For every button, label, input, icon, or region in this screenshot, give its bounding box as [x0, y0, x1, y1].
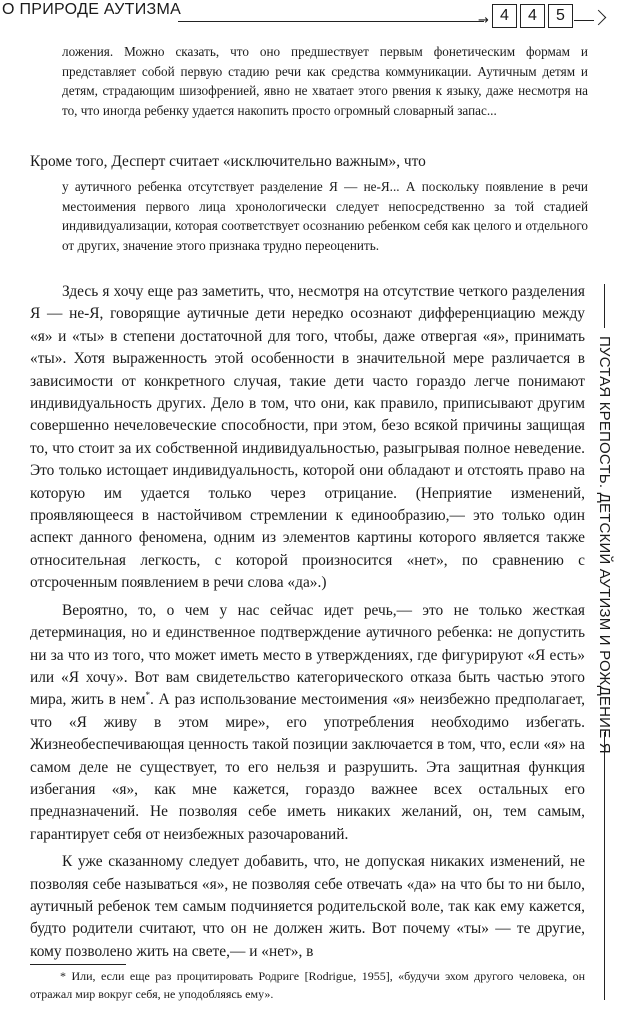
page-number-digit: 4 [520, 4, 545, 28]
header-corner-icon [591, 10, 607, 26]
block-quote-2 [62, 177, 588, 255]
paragraph: Здесь я хочу еще раз заметить, что, несмотря на отсутствие четкого разделения Я — не-Я, говорящие аутичные дети нередко осознают дифференциацию между «я» и «ты» в степени достаточной для того, чтобы, даже отвергая «я», принимать «ты». Хотя выраженность этой особенности в значительной мере различается в зависимости от конкретного случая, такие дети часто гораздо легче понимают индивидуальность других. Дело в том, что они, как правило, приписывают другим совершенно нечеловеческие способности, при этом, безо всякой причины защищая то, что стоит за их собственной индивидуальностью, разыгрывая полное неведение. Это только истощает индивидуальность, которой они обладают и отстоять право на которую им удается только через отрицание. (Неприятие изменений, проявляющееся в настойчивом стремлении к единообразию,— это только один аспект данного феномена, одним из элементов картины которого является также относительная легкость, с которой произносится «нет», по сравнению с отсроченным появлением в речи слова «да».) [30, 283, 585, 592]
paragraph [30, 600, 585, 846]
body-text [30, 281, 585, 963]
footnote-rule [30, 964, 126, 965]
header-rule [178, 21, 484, 22]
page-number [492, 4, 576, 30]
quote-text: ложения. Можно сказать, что оно предшествует первым фонетическим формам и представляет собой первую стадию речи как средства коммуникации. Аутичным детям и детям, страдающим шизофренией, явно не хватает этого рвения к языку, даже несмотря на то, что иногда ребенку удается накопить просто огромный словарный запас... [62, 44, 588, 118]
block-quote-1 [62, 42, 588, 120]
page-number-digit: 4 [492, 4, 517, 28]
footnote [30, 968, 585, 1003]
side-rule-top [604, 284, 605, 328]
paragraph-text: . А раз использование местоимения «я» неизбежно предполагает, что «Я живу в этом мире», его употребления необходимо избегать. Жизнеобеспечивающая ценность такой позиции заключается в том, что, если «я» на самом деле не существует, то его нельзя и разрушить. Эта защитная функция избегания «я», как мне кажется, гораздо важнее всех остальных его предназначений. Не позволяя себе иметь никаких желаний, он, тем самым, гарантирует себя от неизбежных разочарований. [30, 691, 585, 843]
header-rule-right [574, 20, 594, 21]
header-arrow-icon: → [478, 13, 489, 28]
side-rule-bottom [604, 732, 605, 1000]
page-number-digit: 5 [548, 4, 573, 28]
lead-in-sentence: Кроме того, Десперт считает «исключительно важным», что [30, 153, 426, 170]
footnote-marker: * [145, 690, 151, 701]
paragraph: К уже сказанному следует добавить, что, не допуская никаких изменений, не позволяя себе называться «я», не позволяя себе отвечать «да» на что бы то ни было, аутичный ребенок тем самым подчиняется родительской воле, так как ему кажется, будто родители считают, что он не должен жить. Вот почему «ты» — те другие, кому позволено жить на свете,— и «нет», в [30, 853, 585, 960]
paragraph-text: Вероятно, то, о чем у нас сейчас идет речь,— это не только жесткая детерминация, но и единственное подтверждение аутичного ребенка: не допустить ни за что из того, что может иметь место в утверждениях, где фигурируют «Я есть» или «Я хочу». Вот вам свидетельство категорического отказа быть частью этого мира, жить в нем [30, 601, 585, 709]
side-book-title: ПУСТАЯ КРЕПОСТЬ. ДЕТСКИЙ АУТИЗМ И РОЖДЕНИЕ Я [596, 336, 613, 754]
running-header-title: О ПРИРОДЕ АУТИЗМА [2, 1, 182, 18]
footnote-text: * Или, если еще раз процитировать Родриге [Rodrigue, 1955], «будучи эхом другого человека, он отражал мир вокруг себя, не уподобляясь ему». [30, 969, 585, 1001]
quote-text: у аутичного ребенка отсутствует разделение Я — не-Я... А поскольку появление в речи местоимения первого лица хронологически следует непосредственно за той стадией индивидуализации, которая соответствует осознанию ребенком себя как целого и отдельного от других, значение этого признака трудно переоценить. [62, 179, 588, 253]
